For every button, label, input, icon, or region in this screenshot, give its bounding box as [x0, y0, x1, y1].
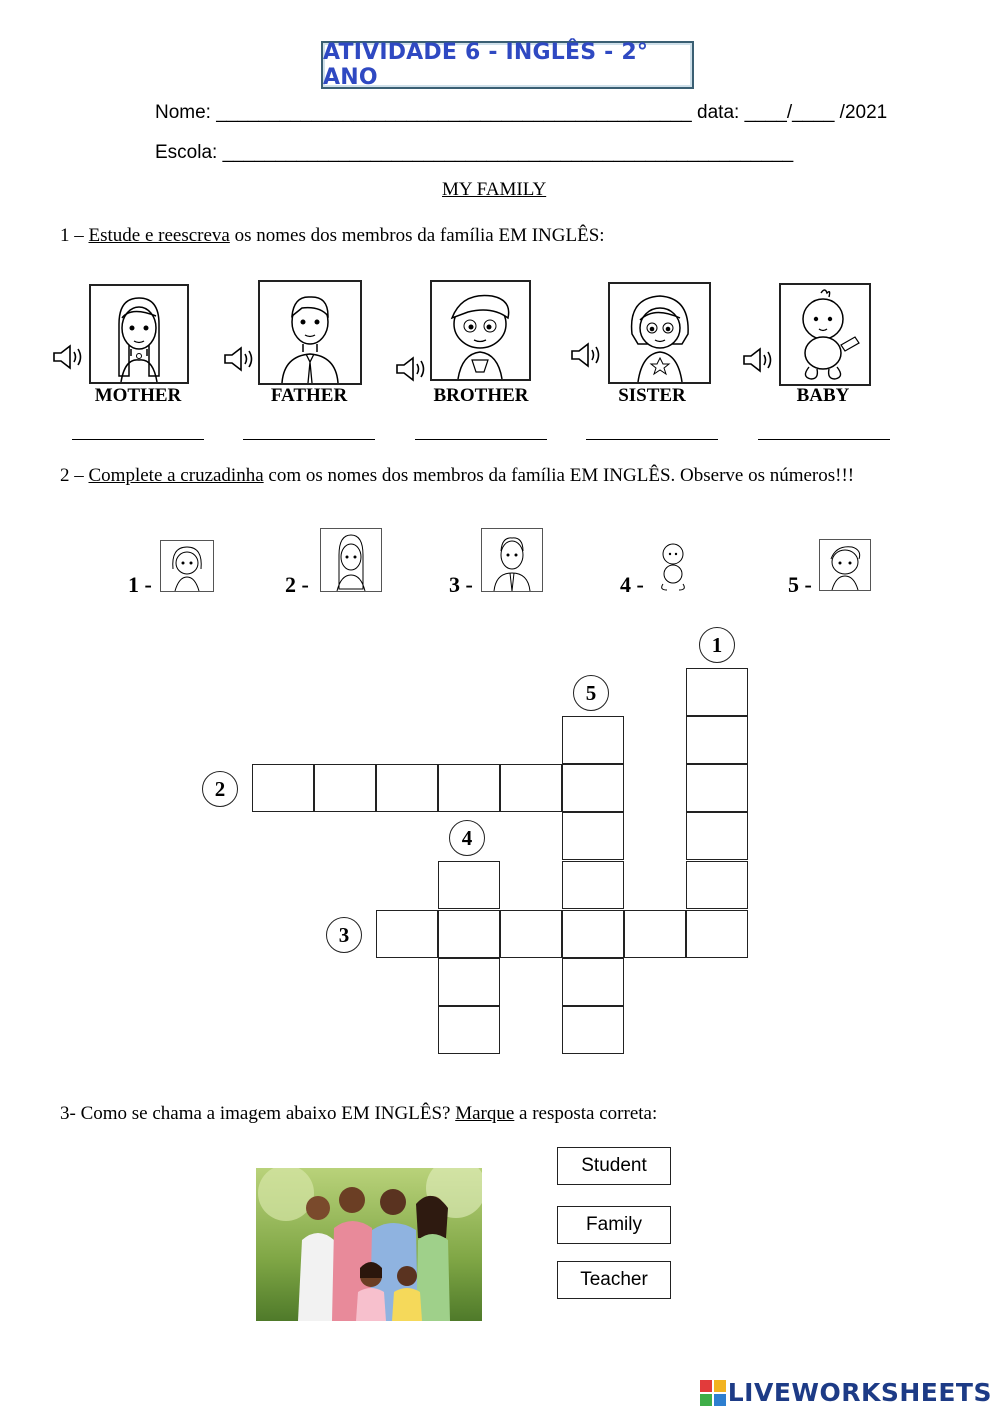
grid-number-3: 3 — [326, 917, 362, 953]
question-2-text: com os nomes dos membros da família EM INGLÊS. Observe os números!!! — [263, 465, 855, 486]
member-label-father: FATHER — [270, 385, 348, 406]
father-portrait — [258, 280, 362, 385]
school-line: Escola: ______________________________________________________ — [155, 142, 794, 163]
crossword-cell[interactable] — [562, 764, 624, 812]
question-1-number: 1 – — [60, 225, 84, 246]
crossword-cell[interactable] — [686, 812, 748, 860]
crossword-cell[interactable] — [500, 910, 562, 958]
brother-portrait — [430, 280, 531, 381]
clue-label-4: 4 - — [620, 572, 644, 597]
member-label-mother: MOTHER — [94, 385, 182, 406]
grid-number-1: 1 — [699, 627, 735, 663]
clue-label-3: 3 - — [449, 572, 473, 597]
clue-image-father — [481, 528, 543, 592]
crossword-cell[interactable] — [438, 861, 500, 909]
grid-number-2: 2 — [202, 771, 238, 807]
crossword-cell[interactable] — [252, 764, 314, 812]
family-photo-illustration — [256, 1168, 482, 1321]
crossword-cell[interactable] — [686, 910, 748, 958]
question-2-number: 2 – — [60, 465, 84, 486]
question-3-rest: a resposta correta: — [514, 1103, 658, 1124]
speaker-icon[interactable] — [52, 343, 86, 371]
option-family-button[interactable]: Family — [557, 1206, 671, 1244]
sister-thumbnail — [161, 541, 213, 591]
baby-portrait — [779, 283, 871, 386]
crossword-cell[interactable] — [314, 764, 376, 812]
clue-image-brother — [819, 539, 871, 591]
family-photo — [256, 1168, 482, 1321]
topic-heading: MY FAMILY — [442, 179, 547, 200]
speaker-icon[interactable] — [223, 345, 257, 373]
member-label-brother: BROTHER — [433, 385, 529, 406]
crossword-cell[interactable] — [686, 861, 748, 909]
sister-illustration — [610, 284, 709, 382]
option-student-button[interactable]: Student — [557, 1147, 671, 1185]
crossword-cell[interactable] — [686, 764, 748, 812]
member-label-baby: BABY — [796, 385, 850, 406]
question-3-underlined: Marque — [455, 1103, 515, 1124]
question-2-underlined: Complete a cruzadinha — [88, 465, 264, 486]
grid-number-4: 4 — [449, 820, 485, 856]
crossword-cell[interactable] — [500, 764, 562, 812]
crossword-cell[interactable] — [624, 910, 686, 958]
speaker-icon[interactable] — [570, 341, 604, 369]
question-2 — [60, 465, 854, 487]
clue-label-1: 1 - — [128, 572, 152, 597]
grid-number-5: 5 — [573, 675, 609, 711]
liveworksheets-brand-text: LIVEWORKSHEETS — [727, 1378, 992, 1407]
crossword-cell[interactable] — [376, 764, 438, 812]
crossword-cell[interactable] — [376, 910, 438, 958]
option-teacher-button[interactable]: Teacher — [557, 1261, 671, 1299]
mother-illustration — [91, 286, 187, 382]
crossword-cell[interactable] — [562, 958, 624, 1006]
question-3-text: 3- Como se chama a imagem abaixo EM INGLÊS? — [60, 1103, 456, 1124]
speaker-icon[interactable] — [742, 346, 776, 374]
clue-label-2: 2 - — [285, 572, 309, 597]
answer-line-father[interactable] — [243, 439, 375, 440]
question-1-text: os nomes dos membros da família EM INGLÊS: — [229, 225, 605, 246]
question-1 — [60, 225, 605, 247]
answer-line-baby[interactable] — [758, 439, 890, 440]
crossword-cell[interactable] — [686, 668, 748, 716]
crossword-cell[interactable] — [562, 861, 624, 909]
father-thumbnail — [482, 529, 542, 591]
liveworksheets-logo — [700, 1378, 992, 1407]
crossword-cell[interactable] — [562, 910, 624, 958]
crossword-cell[interactable] — [438, 958, 500, 1006]
crossword-cell[interactable] — [438, 910, 500, 958]
brother-thumbnail — [820, 540, 870, 590]
name-date-line: Nome: _____________________________________________ data: ____/____ /2021 — [155, 102, 888, 123]
member-label-sister: SISTER — [618, 385, 686, 406]
crossword-cell[interactable] — [686, 716, 748, 764]
clue-image-baby — [655, 538, 693, 592]
mother-portrait — [89, 284, 189, 384]
baby-illustration — [781, 285, 869, 384]
speaker-icon[interactable] — [395, 355, 429, 383]
answer-line-brother[interactable] — [415, 439, 547, 440]
liveworksheets-logo-icon — [700, 1380, 726, 1406]
sister-portrait — [608, 282, 711, 384]
brother-illustration — [432, 282, 529, 379]
crossword-cell[interactable] — [438, 764, 500, 812]
crossword-cell[interactable] — [438, 1006, 500, 1054]
crossword-cell[interactable] — [562, 812, 624, 860]
mother-thumbnail — [321, 529, 381, 591]
clue-image-sister — [160, 540, 214, 592]
crossword-cell[interactable] — [562, 716, 624, 764]
crossword-cell[interactable] — [562, 1006, 624, 1054]
answer-line-sister[interactable] — [586, 439, 718, 440]
clue-label-5: 5 - — [788, 572, 812, 597]
question-3 — [60, 1103, 657, 1125]
answer-line-mother[interactable] — [72, 439, 204, 440]
clue-image-mother — [320, 528, 382, 592]
worksheet-title: ATIVIDADE 6 - INGLÊS - 2° ANO — [321, 41, 694, 89]
question-1-underlined: Estude e reescreva — [88, 225, 230, 246]
father-illustration — [260, 282, 360, 383]
